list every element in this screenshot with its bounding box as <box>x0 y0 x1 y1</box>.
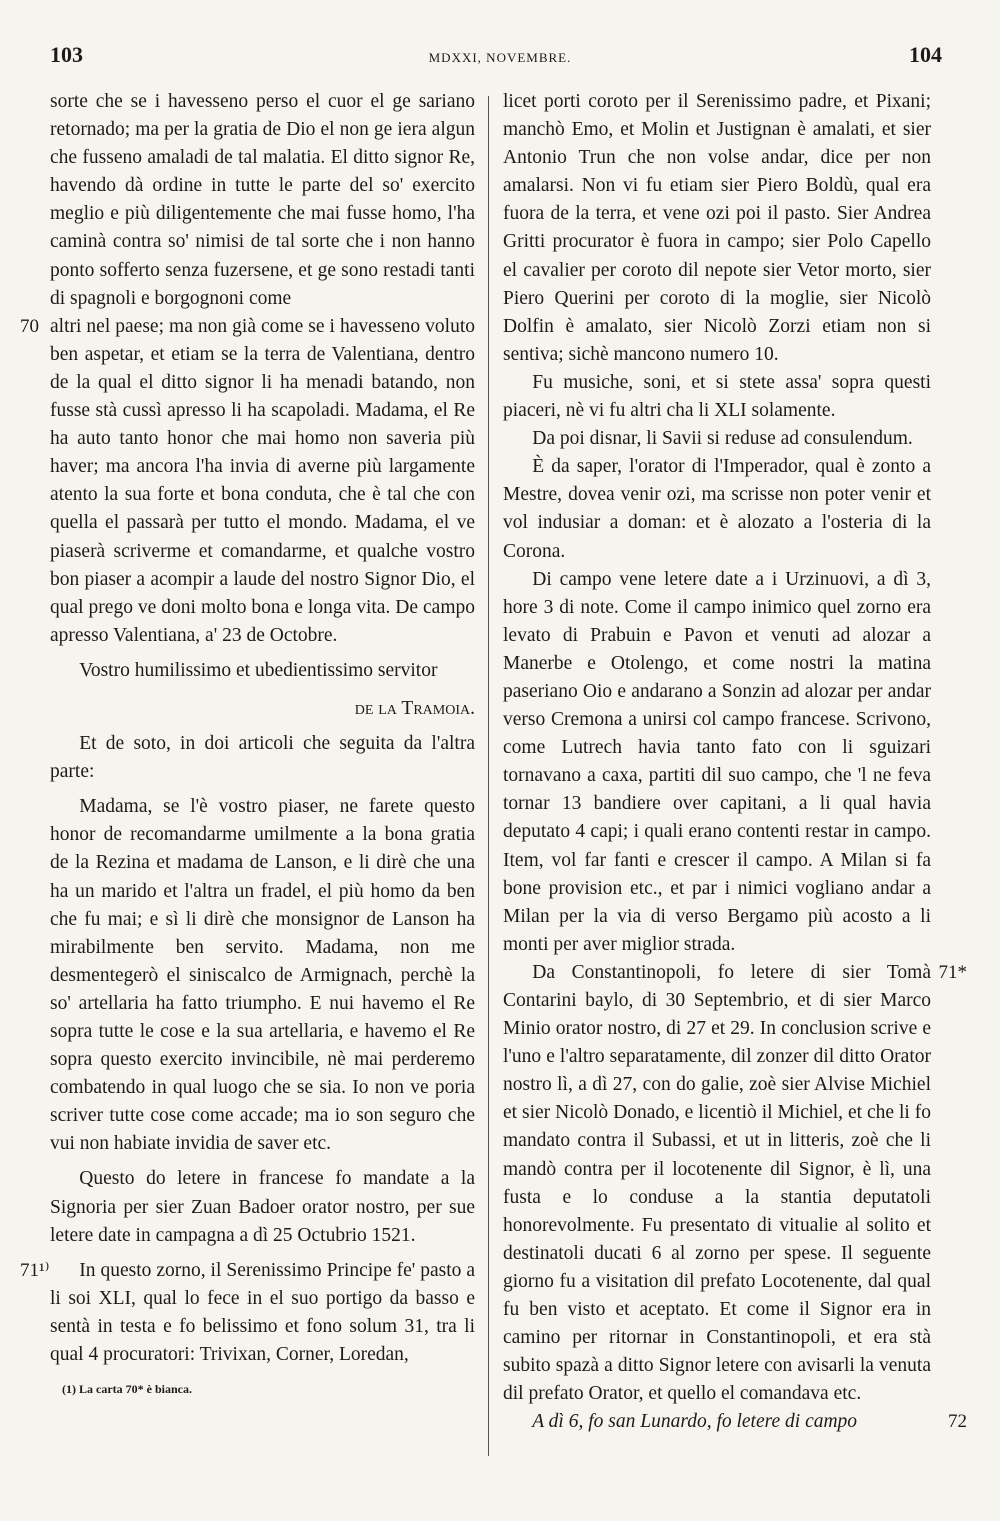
running-title: MDXXI, NOVEMBRE. <box>428 50 572 65</box>
left-closing: Vostro humilissimo et ubedientissimo servitor <box>79 659 438 681</box>
right-paragraph-2: Fu musiche, soni, et si stete assa' sopra questi piaceri, nè vi fu altri cha li XLI solamente. <box>503 371 931 422</box>
right-paragraph-6-text: Da Constantinopoli, fo letere di sier Tomà Contarini baylo, di 30 Septembrio, et di sier Marco Minio orator nostro, di 27 et 29. In conclusion scrive e l'uno e l'altro separatamente, dil zonzer dil ditto Orator nostro lì, a dì 27, con do galie, zoè sier Alvise Michiel et sier Nicolò Donado, e licentiò il Michiel, et che li fo mandato contra il Subassi, et ut in litteris, zoè che li mandò contra per il locotenente dil Signor, è lì, una fusta e lo conduse a la stantia deputatoli honorevolmente. Fu presentato di vitualie al solito et destinatoli ducati 6 al zorno per spese. Il seguente giorno fu a visitation dil prefato Locotenente, dal qual fu ben visto et aceptato. Et come il Signor era in camino per ritornar in Constantinopoli, et era stà subito spazà a ditto Signor letere con avisarli la venuta dil prefato Orator, et quello el comandava etc. <box>503 961 931 1405</box>
right-paragraph-4: È da saper, l'orator di l'Imperador, qual è zonto a Mestre, dovea venir ozi, ma scrisse non poter venir et vol indusiar a doman: et è alozato a l'osteria di la Corona. <box>503 456 931 562</box>
left-paragraph-8 <box>20 1257 475 1369</box>
footnote: (1) La carta 70* è bianca. <box>62 1382 192 1397</box>
right-paragraph-6 <box>503 959 967 1409</box>
margin-number-71-star: 71* <box>938 961 967 983</box>
page-number-left: 103 <box>50 42 83 67</box>
right-paragraph-5: Di campo vene letere date a i Urzinuovi, a dì 3, hore 3 di note. Come il campo inimico quel zorno era levato di Prabuin e Pavon et venuti ad alozar a Manerbe e Otolengo, et come nostri la matina paseriano Oio e andarano a Sonzin ad alozar per andar verso Cremona a unirsi col campo francese. Scrivono, come Lutrech havia tanto fato con li sguizari tornavano a caxa, partiti dil suo campo, che 'l ne feva tornar 13 bandiere over capitani, a li qual havia deputato 4 capi; i quali erano contenti restar in campo. Item, vol far fanti e crescer il campo. A Milan si fa bone provision etc., et par i nimici vogliano andar a Milan per la via di verso Bergamo più acosto a li monti per aver miglior strada. <box>503 568 931 955</box>
margin-number-72: 72 <box>948 1411 967 1433</box>
left-paragraph-2 <box>20 313 475 650</box>
left-paragraph-5: Et de soto, in doi articoli che seguita da l'altra parte: <box>50 733 475 783</box>
right-paragraph-7-text: A dì 6, fo san Lunardo, fo letere di campo <box>532 1411 858 1433</box>
left-paragraph-7: Questo do letere in francese fo mandate a la Signoria per sier Zuan Badoer orator nostro, per sue letere date in campagna a dì 25 Octubrio 1521. <box>50 1168 475 1246</box>
page-number-right: 104 <box>909 42 942 67</box>
left-paragraph-6: Madama, se l'è vostro piaser, ne farete questo honor de recomandarme umilmente a la bona gratia de la Rezina et madama de Lanson, e li dirè che una ha un marido et l'altra un fradel, el più homo da ben che fu mai; e sì li dirè che monsignor de Lanson ha mirabilmente ben servito. Madama, non me desmentegerò el siniscalco de Armignach, perchè la so' artellaria ha fatto triumpho. E nui havemo el Re sopra tutte le cose e la sua artellaria, e havemo el Re sopra questo exercito invincibile, nè mai perderemo combatendo in qual luogo che se sia. Io non ve poria scriver tutte cose come accade; ma io son seguro che vui non habiate invidia de saver etc. <box>50 796 475 1155</box>
right-paragraph-3: Da poi disnar, li Savii si reduse ad consulendum. <box>532 428 913 450</box>
margin-number-71: 71¹⁾ <box>20 1259 50 1281</box>
right-paragraph-1: licet porti coroto per il Serenissimo padre, et Pixani; manchò Emo, et Molin et Justignan è amalati, et sier Antonio Trun che non volse andar, dice per non amalarsi. Non vi fu etiam sier Piero Boldù, qual era fuora de la terra, et vene ozi poi il pasto. Sier Andrea Gritti procurator è fuora in campo; sier Polo Capello el cavalier per coroto dil nepote sier Vetor morto, sier Piero Querini per coroto di la moglie, sier Nicolò Dolfin è amalato, sier Nicolò Zorzi etiam non si sentiva; sichè mancono numero 10. <box>503 91 931 365</box>
right-paragraph-7 <box>503 1408 967 1436</box>
page-header <box>0 42 1000 72</box>
left-column <box>20 88 475 1397</box>
right-column <box>503 88 967 1437</box>
left-paragraph-2-text: altri nel paese; ma non già come se i havesseno voluto ben aspetar, et etiam se la terra de Valentiana, dentro de la qual el ditto signor li ha menadi batando, non fusse stà cussì apresso li ha scapoladi. Madama, el Re ha auto tanto honor che mai homo non saveria più haver; ma ancora l'ha invia di averne più largamente atento la sua forte et bona conduta, che è tal che con quella el passarà per tutto el mondo. Madama, el ve piaserà scriverme et comandarme, et qualche vostro bon piaser a acompir a laude del nostro Signor Dio, el qual prego ve doni molto bona e longa vita. De campo apresso Valentiana, a' 23 de Octobre. <box>50 315 475 646</box>
left-paragraph-1: sorte che se i havesseno perso el cuor el ge sariano retornado; ma per la gratia de Dio el non ge iera algun che fusseno amaladi de tal malatia. El ditto signor Re, havendo dà ordine in tutte le parte del so' exercito meglio e più diligentemente che mai fusse homo, l'ha caminà contra so' nimisi de tal sorte che i non hanno ponto sofferto senza fuzersene, et ge sono restadi tanti di spagnoli e borgognoni come <box>50 91 475 309</box>
left-paragraph-8-text: In questo zorno, il Serenissimo Principe fe' pasto a li soi XLI, qual lo fece in el suo portigo da basso e sentà in testa e fo belissimo et fono solum 31, tra li qual 4 procuratori: Trivixan, Corner, Loredan, <box>50 1259 475 1366</box>
margin-number-70: 70 <box>20 315 39 337</box>
column-divider <box>488 96 489 1456</box>
left-signature: de la Tramoia. <box>354 697 475 719</box>
